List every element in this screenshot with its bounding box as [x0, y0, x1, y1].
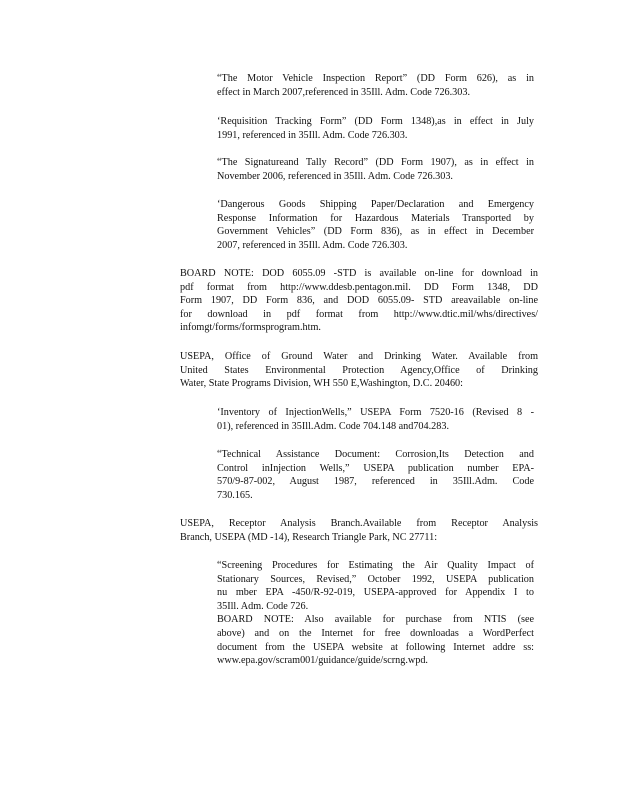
text-line: 01), referenced in 35Ill.Adm. Code 704.148 and704.283. — [217, 420, 449, 432]
reference-dd-form-836 — [217, 198, 534, 252]
text-line: ‘Dangerous Goods Shipping Paper/Declaration and Emergency — [217, 199, 534, 210]
text-line: “Screening Procedures for Estimating the Air Quality Impact of — [217, 560, 534, 571]
text-line: for download in pdf format from http://www.dtic.mil/whs/directives/ — [180, 308, 538, 320]
board-note-line: document from the USEPA website at following Internet addre ss: — [217, 641, 534, 653]
board-note-line: above) and on the Internet for free downloadas a WordPerfect — [217, 627, 534, 639]
text-line: ‘Inventory of InjectionWells,” USEPA Form 7520-16 (Revised 8 - — [217, 407, 534, 418]
reference-dd-form-626 — [217, 72, 534, 99]
text-line: Form 1907, DD Form 836, and DOD 6055.09- STD areavailable on-line — [180, 295, 538, 307]
text-line: United States Environmental Protection Agency,Office of Drinking — [180, 364, 538, 376]
text-line: USEPA, Receptor Analysis Branch.Available from Receptor Analysis — [180, 518, 538, 529]
text-line: “Technical Assistance Document: Corrosion,Its Detection and — [217, 449, 534, 460]
text-line: pdf format from http://www.ddesb.pentagon.mil. DD Form 1348, DD — [180, 281, 538, 293]
reference-dd-form-1907 — [217, 156, 534, 183]
board-note-line: BOARD NOTE: Also available for purchase from NTIS (see — [217, 614, 534, 626]
text-line: nu mber EPA -450/R-92-019, USEPA-approved for Appendix I to — [217, 587, 534, 599]
text-line: “The Signatureand Tally Record” (DD Form 1907), as in effect in — [217, 157, 534, 168]
reference-dd-form-1348 — [217, 115, 534, 142]
text-line: Branch, USEPA (MD -14), Research Triangle Park, NC 27711: — [180, 531, 438, 543]
text-line: ‘Requisition Tracking Form” (DD Form 1348),as in effect in July — [217, 116, 534, 127]
text-line: 2007, referenced in 35Ill. Adm. Code 726.303. — [217, 239, 408, 251]
text-line: Government Vehicles” (DD Form 836), as in effect in December — [217, 226, 534, 238]
text-line: effect in March 2007,referenced in 35Ill. Adm. Code 726.303. — [217, 86, 471, 98]
text-line: USEPA, Office of Ground Water and Drinking Water. Available from — [180, 351, 538, 362]
text-line: 730.165. — [217, 489, 253, 501]
board-note-dod — [180, 267, 538, 335]
text-line: “The Motor Vehicle Inspection Report” (DD Form 626), as in — [217, 73, 534, 84]
text-line: November 2006, referenced in 35Ill. Adm. Code 726.303. — [217, 170, 453, 182]
text-line: BOARD NOTE: DOD 6055.09 -STD is available on-line for download in — [180, 268, 538, 279]
reference-usepa-form-7520-16 — [217, 406, 534, 433]
text-line: 35Ill. Adm. Code 726. — [217, 600, 309, 612]
source-usepa-ground-water — [180, 350, 538, 391]
text-line: Water, State Programs Division, WH 550 E,Washington, D.C. 20460: — [180, 378, 463, 390]
text-line: Control inInjection Wells,” USEPA publication number EPA- — [217, 462, 534, 474]
text-line: 570/9-87-002, August 1987, referenced in 35Ill.Adm. Code — [217, 476, 534, 488]
reference-screening-procedures — [217, 559, 534, 668]
source-usepa-receptor-analysis — [180, 517, 538, 544]
text-line: Stationary Sources, Revised,” October 1992, USEPA publication — [217, 573, 534, 585]
text-line: infomgt/forms/formsprogram.htm. — [180, 322, 321, 334]
text-line: Response Information for Hazardous Materials Transported by — [217, 212, 534, 224]
text-line: 1991, referenced in 35Ill. Adm. Code 726.303. — [217, 129, 408, 141]
board-note-line: www.epa.gov/scram001/guidance/guide/scrng.wpd. — [217, 655, 428, 667]
reference-technical-assistance-document — [217, 448, 534, 502]
